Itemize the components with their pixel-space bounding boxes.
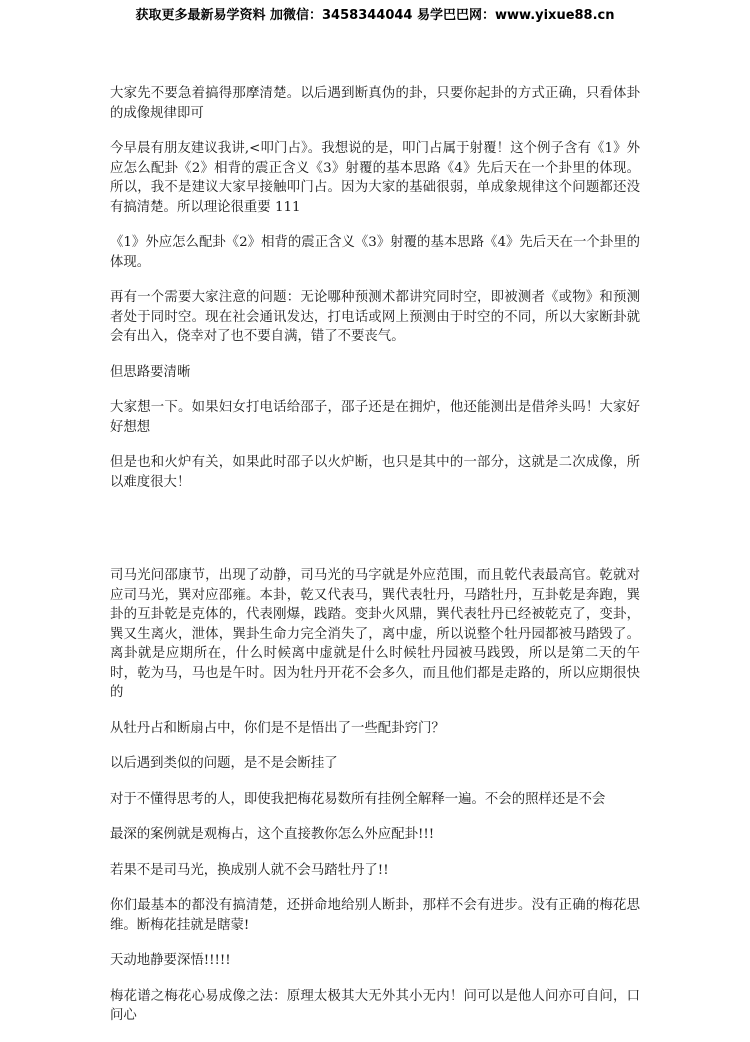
paragraph: 《1》外应怎么配卦《2》相背的震正含义《3》射覆的基本思路《4》先后天在一个卦里的体现。 xyxy=(110,235,640,270)
paragraph: 从牡丹占和断扇占中，你们是不是悟出了一些配卦窍门？ xyxy=(110,720,445,736)
paragraph: 对于不懂得思考的人，即使我把梅花易数所有挂例全解释一遍。不会的照样还是不会 xyxy=(110,791,606,807)
paragraph: 大家想一下。如果妇女打电话给邵子，邵子还是在拥炉，他还能测出是借斧头吗！大家好好想想 xyxy=(110,400,640,435)
paragraph: 天动地静要深悟!!!!! xyxy=(110,953,231,968)
paragraph: 再有一个需要大家注意的问题：无论哪种预测术都讲究同时空，即被测者《或物》和预测者处于同时空。现在社会通讯发达，打电话或网上预测由于时空的不同，所以大家断卦就会有出入，侥幸对了也不要自满，错了不要丧气。 xyxy=(110,290,640,344)
page-header: 获取更多最新易学资料 加微信：3458344044 易学巴巴网：www.yixue88.cn xyxy=(135,8,615,23)
paragraph: 但是也和火炉有关，如果此时邵子以火炉断，也只是其中的一部分，这就是二次成像，所以难度很大！ xyxy=(110,455,640,490)
paragraph: 你们最基本的都没有搞清楚，还拼命地给别人断卦，那样不会有进步。没有正确的梅花思维。断梅花挂就是瞎蒙! xyxy=(110,898,640,933)
paragraph: 大家先不要急着搞得那摩清楚。以后遇到断真伪的卦，只要你起卦的方式正确，只看体卦的成像规律即可 xyxy=(110,86,640,121)
document-body xyxy=(110,84,640,1042)
paragraph: 最深的案例就是观梅占，这个直接教你怎么外应配卦!!! xyxy=(110,827,435,842)
paragraph: 今早晨有朋友建议我讲,<叩门占》。我想说的是，叩门占属于射覆！这个例子含有《1》外应怎么配卦《2》相背的震正含义《3》射覆的基本思路《4》先后天在一个卦里的体现。所以，我不是建议大家早接触叩门占。因为大家的基础很弱，单成象规律这个问题都还没有搞清楚。所以理论很重要 111 xyxy=(110,141,640,215)
paragraph: 但思路要清晰 xyxy=(110,364,191,380)
paragraph: 若果不是司马光，换成别人就不会马踏牡丹了!! xyxy=(110,862,389,878)
section-spacer xyxy=(110,508,640,566)
paragraph: 以后遇到类似的问题，是不是会断挂了 xyxy=(110,756,338,771)
paragraph: 司马光问邵康节，出现了动静，司马光的马字就是外应范围，而且乾代表最高官。乾就对应司马光，巽对应邵雍。本卦，乾又代表马，巽代表牡丹，马踏牡丹，互卦乾是奔跑，巽卦的互卦乾是克体的，代表刚爆，践踏。变卦火风鼎，巽代表牡丹已经被乾克了，变卦，巽又生离火，泄体，巽卦生命力完全消失了，离中虚，所以说整个牡丹园都被马踏毁了。离卦就是应期所在，什么时候离中虚就是什么时候牡丹园被马践毁，所以是第二天的午时，乾为马，马也是午时。因为牡丹开花不会多久，而且他们都是走路的，所以应期很快的 xyxy=(110,568,640,700)
paragraph: 梅花谱之梅花心易成像之法：原理太极其大无外其小无内！问可以是他人问亦可自问，口问心 xyxy=(110,988,640,1023)
